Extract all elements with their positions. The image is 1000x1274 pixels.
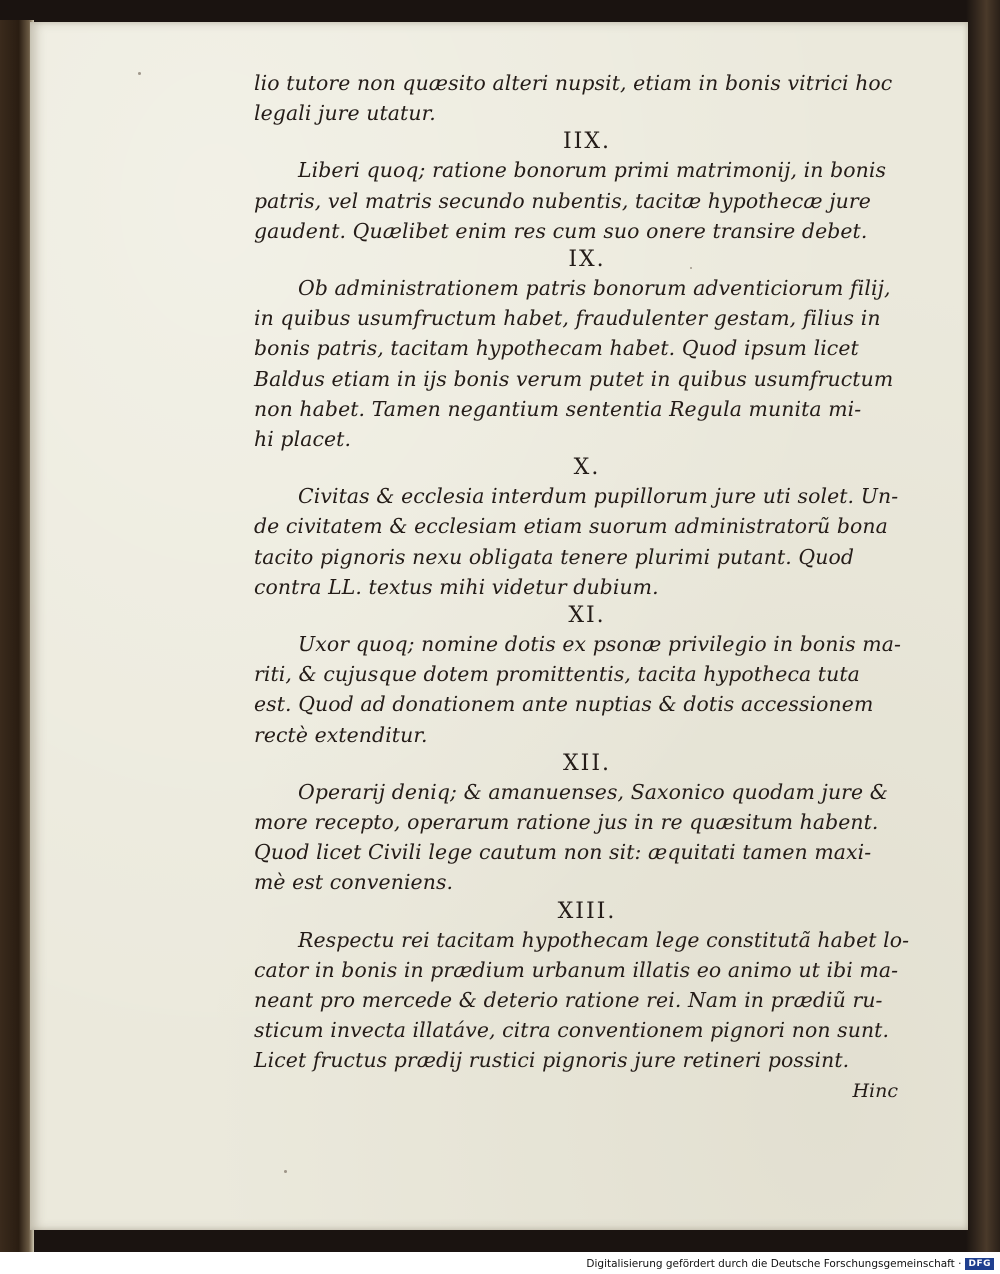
text-line: Operarij deniq; & amanuenses, Saxonico quodam jure &	[298, 779, 889, 804]
text-line: non habet. Tamen negantium sententia Regula munita mi-	[254, 396, 862, 421]
section-heading: XIII.	[557, 898, 617, 924]
text-line: Uxor quoq; nomine dotis ex psonæ privilegio in bonis ma-	[298, 632, 901, 657]
page-text	[254, 68, 910, 1106]
text-line: riti, & cujusque dotem promittentis, tacita hypotheca tuta	[254, 662, 860, 687]
book-spine	[0, 20, 34, 1252]
text-line: Civitas & ecclesia interdum pupillorum jure uti solet. Un-	[298, 484, 899, 509]
text-line: rectè extenditur.	[254, 722, 428, 747]
paper-speck	[284, 1170, 287, 1173]
text-line: Baldus etiam in ijs bonis verum putet in quibus usumfructum	[254, 366, 894, 391]
book-page	[30, 22, 968, 1230]
text-line: bonis patris, tacitam hypothecam habet. Quod ipsum licet	[254, 336, 859, 361]
section-heading: IIX.	[562, 129, 612, 155]
text-line: de civitatem & ecclesiam etiam suorum administratorũ bona	[254, 514, 888, 539]
credit-text: Digitalisierung gefördert durch die Deutsche Forschungsgemeinschaft ·	[586, 1258, 962, 1270]
section-heading: X.	[573, 455, 601, 481]
text-line: neant pro mercede & deterio ratione rei. Nam in prædiũ ru-	[254, 988, 883, 1013]
text-line: Licet fructus prædij rustici pignoris jure retineri possint.	[254, 1048, 850, 1073]
text-line: contra LL. textus mihi videtur dubium.	[254, 574, 659, 599]
text-line: Respectu rei tacitam hypothecam lege constitutã habet lo-	[298, 927, 910, 952]
text-line: Ob administrationem patris bonorum adventiciorum filij,	[298, 276, 891, 301]
text-line: in quibus usumfructum habet, fraudulenter gestam, filius in	[254, 306, 881, 331]
text-line: hi placet.	[254, 427, 352, 452]
text-line: patris, vel matris secundo nubentis, tacitæ hypothecæ jure	[254, 188, 871, 213]
text-line: sticum invecta illatáve, citra conventionem pignori non sunt.	[254, 1018, 890, 1043]
text-line: gaudent. Quælibet enim res cum suo onere transire debet.	[254, 218, 868, 243]
text-line: legali jure utatur.	[254, 101, 436, 126]
text-line: cator in bonis in prædium urbanum illatis eo animo ut ibi ma-	[254, 957, 899, 982]
page-edge	[966, 0, 1000, 1252]
text-line: lio tutore non quæsito alteri nupsit, etiam in bonis vitrici hoc	[254, 71, 893, 95]
section-heading: XII.	[562, 750, 612, 776]
section-heading: IX.	[568, 247, 606, 273]
digitization-credit	[586, 1256, 994, 1272]
catchword: Hinc	[852, 1079, 898, 1102]
text-line: mè est conveniens.	[254, 870, 454, 895]
text-line: Liberi quoq; ratione bonorum primi matrimonij, in bonis	[298, 158, 887, 183]
paper-speck	[138, 72, 141, 75]
text-line: est. Quod ad donationem ante nuptias & dotis accessionem	[254, 692, 874, 717]
text-line: more recepto, operarum ratione jus in re quæsitum habent.	[254, 810, 879, 835]
text-line: Quod licet Civili lege cautum non sit: æquitati tamen maxi-	[254, 840, 872, 865]
section-heading: XI.	[568, 603, 606, 629]
text-line: tacito pignoris nexu obligata tenere plurimi putant. Quod	[254, 544, 854, 569]
dfg-logo: DFG	[965, 1258, 994, 1270]
